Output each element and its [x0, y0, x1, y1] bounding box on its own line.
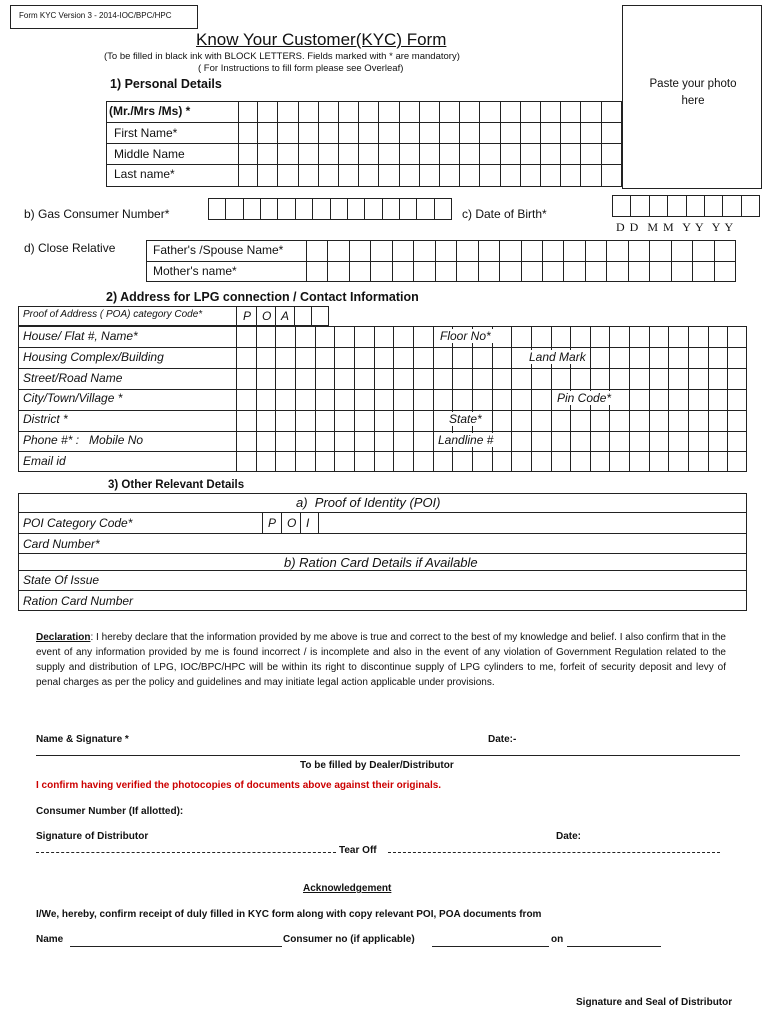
declaration	[36, 630, 726, 690]
ack-text: I/We, hereby, confirm receipt of duly filled in KYC form along with copy relevant POI, POA documents from	[36, 909, 542, 920]
poi-p: P	[268, 516, 277, 530]
sig-distributor-label: Signature of Distributor	[36, 831, 149, 842]
middle-name-label: Middle Name	[114, 147, 185, 161]
first-name-label: First Name*	[114, 126, 178, 140]
dealer-label: To be filled by Dealer/Distributor	[300, 760, 454, 771]
photo-label: Paste your photo here	[649, 78, 737, 107]
dob-label: c) Date of Birth*	[462, 207, 547, 221]
mother-label: Mother's name*	[153, 264, 237, 278]
ack-consumer-line[interactable]	[432, 946, 549, 947]
form-subtitle-1: (To be filled in black ink with BLOCK LETTERS. Fields marked with * are mandatory)	[104, 51, 460, 62]
ration-number-label: Ration Card Number	[23, 594, 134, 608]
personal-details-heading: 1) Personal Details	[110, 77, 222, 91]
ack-name-label: Name	[36, 934, 64, 945]
relative-grid[interactable]	[306, 240, 736, 282]
poi-code-label: POI Category Code*	[23, 516, 133, 530]
card-number-label: Card Number*	[23, 537, 100, 551]
state-issue-label: State Of Issue	[23, 573, 100, 587]
landline-label: Landline #	[438, 433, 494, 447]
gas-consumer-label: b) Gas Consumer Number*	[24, 207, 170, 221]
phone-label: Phone #* : Mobile No	[23, 433, 144, 447]
ack-consumer-label: Consumer no (if applicable)	[283, 934, 415, 945]
poa-p: P	[243, 309, 252, 323]
name-grid[interactable]	[238, 101, 622, 187]
declaration-label: Declaration	[36, 632, 91, 643]
poa-o: O	[262, 309, 272, 323]
city-label: City/Town/Village *	[23, 391, 123, 405]
ack-on-label: on	[551, 934, 564, 945]
ack-on-line[interactable]	[567, 946, 661, 947]
address-heading: 2) Address for LPG connection / Contact Information	[106, 290, 419, 304]
dob-format: D D M M Y Y Y Y	[616, 220, 735, 234]
close-relative-label: d) Close Relative	[24, 241, 116, 255]
poi-o: O	[287, 516, 297, 530]
tear-off-label: Tear Off	[339, 845, 377, 856]
landmark-label: Land Mark	[529, 350, 586, 364]
version-tag: Form KYC Version 3 - 2014-IOC/BPC/HPC	[19, 11, 172, 20]
other-heading: 3) Other Relevant Details	[108, 479, 245, 491]
district-label: District *	[23, 412, 68, 426]
state-label: State*	[449, 412, 482, 426]
poa-a: A	[281, 309, 290, 323]
address-grid[interactable]	[236, 326, 747, 472]
dob-grid[interactable]	[612, 195, 760, 217]
street-label: Street/Road Name	[23, 371, 123, 385]
version-tag-box	[10, 5, 198, 29]
gas-consumer-grid[interactable]	[208, 198, 452, 220]
email-label: Email id	[23, 454, 66, 468]
pin-label: Pin Code*	[557, 391, 612, 405]
form-subtitle-2: ( For Instructions to fill form please see Overleaf)	[198, 63, 404, 74]
poa-code-label: Proof of Address ( POA) category Code*	[23, 309, 203, 320]
ration-title: b) Ration Card Details if Available	[284, 555, 478, 570]
ack-name-line[interactable]	[70, 946, 282, 947]
date-label: Date:-	[488, 734, 517, 745]
form-title: Know Your Customer(KYC) Form	[196, 30, 447, 49]
declaration-text: : I hereby declare that the information provided by me above is true and correct to the best of my knowledge and belief. I also confirm that in the event of any information provided by me is found incorrect / is incomplete and also in the event of any violation of Government Regulation related to the supply and distribution of LPG, IOC/BPC/HPC will be within its right to discontinue supply of LPG cylinders to me, forfeit of security deposit and levy of penal charges as per the policy and guidelines and may initiate legal action applicable under provisions.	[36, 632, 726, 688]
housing-label: Housing Complex/Building	[23, 350, 164, 364]
floor-label: Floor No*	[440, 329, 491, 343]
father-label: Father's /Spouse Name*	[153, 243, 284, 257]
last-name-label: Last name*	[114, 167, 175, 181]
photo-box[interactable]	[622, 5, 762, 189]
poi-title: a) Proof of Identity (POI)	[296, 495, 441, 510]
ack-heading: Acknowledgement	[303, 883, 392, 894]
consumer-number-label: Consumer Number (If allotted):	[36, 806, 184, 817]
tear-off-line	[36, 845, 720, 859]
poi-i: I	[306, 516, 310, 530]
house-label: House/ Flat #, Name*	[23, 329, 138, 343]
salutation-label: (Mr./Mrs /Ms) *	[109, 104, 191, 118]
confirm-text: I confirm having verified the photocopies of documents above against their originals.	[36, 780, 442, 791]
name-signature-label: Name & Signature *	[36, 734, 129, 745]
seal-label: Signature and Seal of Distributor	[576, 997, 733, 1008]
date2-label: Date:	[556, 831, 582, 842]
